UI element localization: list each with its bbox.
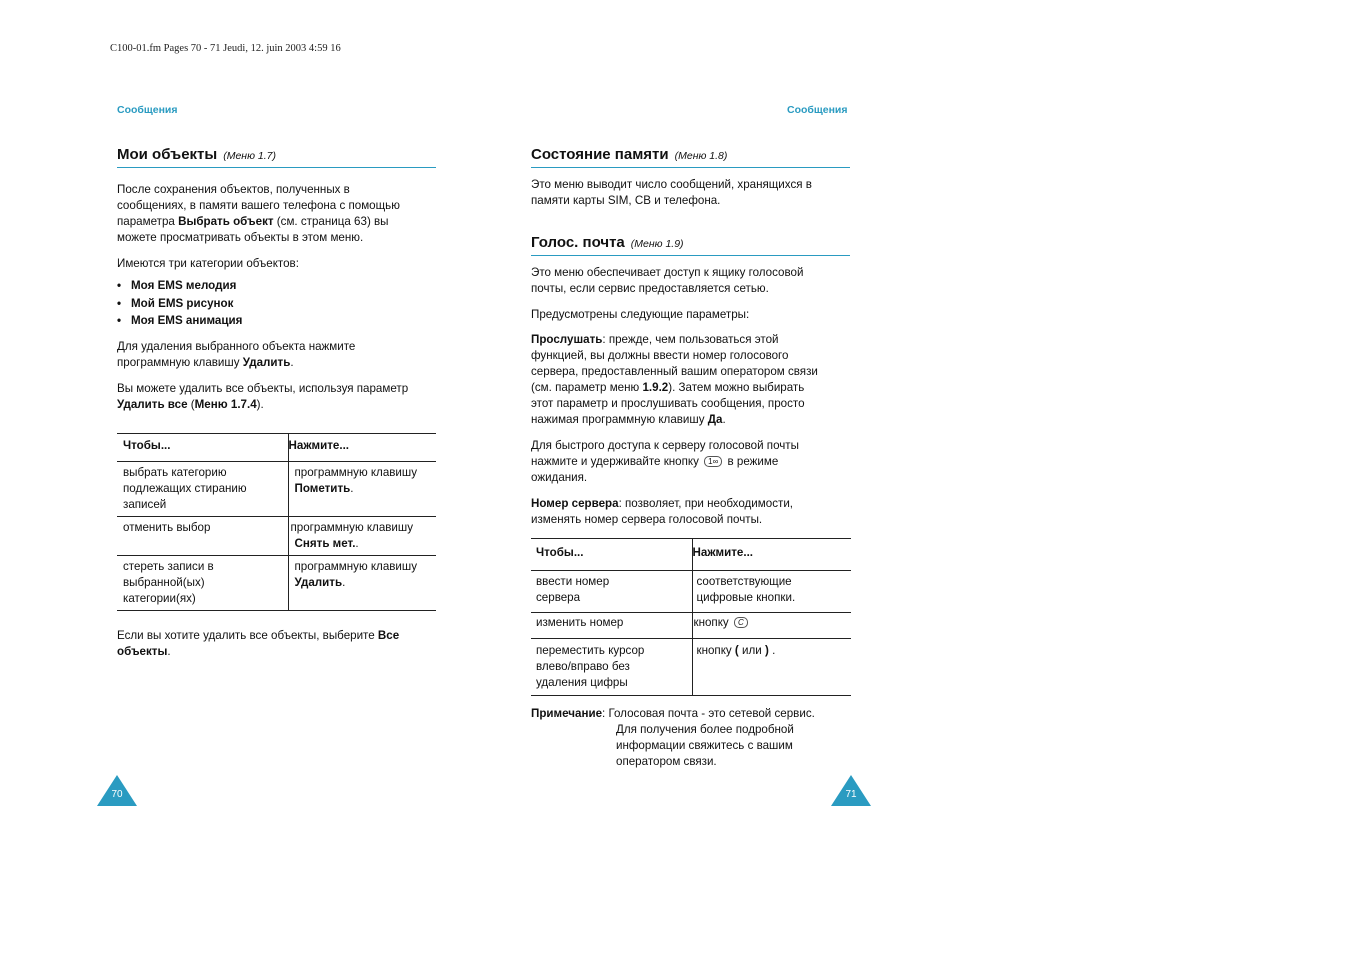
text: кнопку	[696, 644, 735, 657]
paragraph-listen	[531, 332, 861, 428]
text-line: оператором связи.	[616, 755, 717, 768]
text: в режиме	[724, 455, 779, 468]
bold-term: Удалить	[242, 356, 291, 369]
text-line: информации свяжитесь с вашим	[616, 739, 793, 752]
section-rule	[117, 167, 436, 168]
paragraph-delete	[117, 339, 447, 371]
paragraph-intro	[117, 182, 447, 246]
text-line: переместить курсор	[536, 644, 645, 657]
note	[531, 706, 871, 770]
paragraph-delete-all	[117, 381, 447, 413]
text: .	[167, 645, 171, 658]
table-cell	[692, 571, 851, 613]
text-line: почты, если сервис предоставляется сетью.	[531, 282, 769, 295]
table-cell	[531, 571, 692, 613]
text-line: ввести номер	[536, 575, 610, 588]
text-line: сервера	[536, 591, 581, 604]
section-title-text: Мои объекты	[117, 146, 218, 163]
page-number: 71	[845, 789, 857, 800]
text-line: отменить выбор	[123, 521, 211, 534]
text-line: Для удаления выбранного объекта нажмите	[117, 340, 356, 353]
text-line: ожидания.	[531, 471, 588, 484]
category-list	[117, 278, 242, 331]
table-row	[531, 613, 851, 639]
paragraph-params: Предусмотрены следующие параметры:	[531, 308, 750, 321]
bold-term: Удалить все	[117, 398, 188, 411]
text: (см. параметр меню	[531, 381, 643, 394]
table-header-cell: Нажмите...	[288, 439, 350, 452]
text-line	[531, 380, 861, 396]
text-line: функцией, вы должны ввести номер голосового	[531, 349, 789, 362]
table-cell	[117, 556, 288, 611]
text-line: записей	[123, 498, 167, 511]
text-line: категории(ях)	[123, 592, 196, 605]
text-line	[117, 397, 447, 413]
text: ). Затем можно выбирать	[668, 381, 805, 394]
table-cell	[117, 517, 288, 556]
table-row	[117, 517, 436, 556]
table-cell	[692, 639, 851, 696]
table-header-cell: Чтобы...	[531, 539, 692, 571]
bold-term: Снять мет.	[294, 537, 356, 550]
section-title-memory	[531, 145, 727, 166]
text-line: Это меню выводит число сообщений, хранящихся в	[531, 178, 812, 191]
table-row	[117, 556, 436, 611]
text: Если вы хотите удалить все объекты, выберите	[117, 629, 378, 642]
text-line: программную клавишу	[294, 560, 418, 573]
bold-term: Номер сервера	[531, 497, 619, 510]
text: : позволяет, при необходимости,	[618, 497, 794, 510]
text: параметра	[117, 215, 179, 228]
table-row	[117, 462, 436, 517]
text: .	[342, 576, 346, 589]
text-line: соответствующие	[696, 575, 792, 588]
text-line: выбранной(ых)	[123, 576, 205, 589]
text-line: Для получения более подробной	[616, 723, 794, 736]
text: : прежде, чем пользоваться этой	[602, 333, 779, 346]
table-cell	[288, 462, 436, 517]
section-title-text: Состояние памяти	[531, 146, 669, 163]
table-cell	[531, 639, 692, 696]
section-title-text: Голос. почта	[531, 234, 625, 251]
paragraph-categories: Имеются три категории объектов:	[117, 257, 299, 270]
paragraph-quick-access	[531, 438, 861, 486]
bold-term: объекты	[117, 645, 168, 658]
table-cell	[117, 462, 288, 517]
paragraph-voicemail-intro	[531, 265, 861, 297]
text: программную клавишу	[117, 356, 243, 369]
text: ).	[256, 398, 264, 411]
actions-table-left	[117, 433, 436, 611]
section-rule	[531, 255, 850, 256]
text: кнопку	[693, 616, 729, 629]
text: .	[350, 482, 354, 495]
page-number: 70	[111, 789, 123, 800]
text-line	[295, 575, 431, 591]
text-line: цифровые кнопки.	[696, 591, 796, 604]
text: нажимая программную клавишу	[531, 413, 708, 426]
bold-term: Пометить	[294, 482, 351, 495]
text-line: этот параметр и прослушивать сообщения, просто	[531, 397, 805, 410]
text-line	[531, 332, 861, 348]
text-line: удаления цифры	[536, 676, 628, 689]
table-header-row	[117, 434, 436, 462]
bold-term: 1.9.2	[642, 381, 669, 394]
bold-term: Выбрать объект	[178, 215, 274, 228]
note-label: Примечание	[531, 707, 603, 720]
text: нажмите и удерживайте кнопку	[531, 455, 703, 468]
bold-term: Удалить	[294, 576, 343, 589]
actions-table-right	[531, 538, 851, 696]
text-line: сервера, предоставленный вашим оператором связи	[531, 365, 818, 378]
text-line	[117, 214, 447, 230]
text-line: После сохранения объектов, полученных в	[117, 183, 350, 196]
text-line: подлежащих стиранию	[123, 482, 247, 495]
table-header-row	[531, 539, 851, 571]
text-line: Для быстрого доступа к серверу голосовой почты	[531, 439, 799, 452]
menu-reference: (Меню 1.8)	[674, 150, 728, 162]
table-cell	[288, 517, 436, 556]
section-rule	[531, 167, 850, 168]
text-line: сообщениях, в памяти вашего телефона с помощью	[117, 199, 400, 212]
text-line	[531, 706, 871, 722]
text: .	[768, 644, 776, 657]
list-item: • Моя EMS анимация	[117, 313, 242, 331]
table-cell	[288, 556, 436, 611]
running-head-right: Сообщения	[787, 104, 848, 116]
list-item: • Мой EMS рисунок	[117, 296, 242, 314]
paragraph-select-all	[117, 628, 447, 660]
section-title-my-objects	[117, 145, 276, 166]
bold-term: Меню 1.7.4	[194, 398, 257, 411]
text-line	[694, 615, 851, 631]
text-line: можете просматривать объекты в этом меню.	[117, 231, 364, 244]
text-line: влево/вправо без	[536, 660, 630, 673]
text-line	[531, 496, 861, 512]
paragraph-server-number	[531, 496, 861, 528]
file-info: C100-01.fm Pages 70 - 71 Jeudi, 12. juin 2003 4:59 16	[110, 43, 341, 54]
text-line: программную клавишу	[290, 521, 414, 534]
text-line: Вы можете удалить все объекты, используя параметр	[117, 382, 409, 395]
text: или	[738, 644, 765, 657]
text-line	[531, 412, 861, 428]
clear-key-icon: C	[734, 617, 748, 628]
table-cell	[531, 613, 692, 639]
table-header-cell: Нажмите...	[692, 546, 754, 559]
text: (см. страница 63) вы	[273, 215, 389, 228]
text-line	[117, 644, 447, 660]
text-line	[531, 454, 861, 470]
text-line: выбрать категорию	[123, 466, 227, 479]
table-cell	[692, 613, 851, 639]
section-title-voicemail	[531, 233, 684, 254]
text: .	[722, 413, 726, 426]
text-line: памяти карты SIM, СВ и телефона.	[531, 194, 721, 207]
text-line: стереть записи в	[123, 560, 214, 573]
bold-term: Прослушать	[531, 333, 603, 346]
text: .	[290, 356, 294, 369]
text-line	[295, 481, 431, 497]
bold-term: Все	[377, 629, 400, 642]
text-line: Это меню обеспечивает доступ к ящику голосовой	[531, 266, 804, 279]
text-line: изменить номер	[536, 616, 624, 629]
right-arrow-icon: )	[764, 644, 769, 657]
running-head-left: Сообщения	[117, 104, 178, 116]
left-arrow-icon: (	[734, 644, 739, 657]
text-line: программную клавишу	[294, 466, 418, 479]
key-1-voicemail-icon: 1∞	[704, 456, 722, 467]
text: (	[187, 398, 195, 411]
text-line	[117, 628, 447, 644]
table-row	[531, 571, 851, 613]
list-item: • Моя EMS мелодия	[117, 278, 242, 296]
paragraph-memory	[531, 177, 861, 209]
text-line: изменять номер сервера голосовой почты.	[531, 513, 763, 526]
text: : Голосовая почта - это сетевой сервис.	[602, 707, 815, 720]
menu-reference: (Меню 1.7)	[223, 150, 276, 162]
text: .	[355, 537, 359, 550]
bold-term: Да	[707, 413, 723, 426]
table-header-cell: Чтобы...	[117, 434, 288, 462]
menu-reference: (Меню 1.9)	[630, 238, 684, 250]
text-line	[697, 643, 848, 659]
table-row	[531, 639, 851, 696]
text-line	[117, 355, 447, 371]
text-line	[291, 536, 435, 552]
